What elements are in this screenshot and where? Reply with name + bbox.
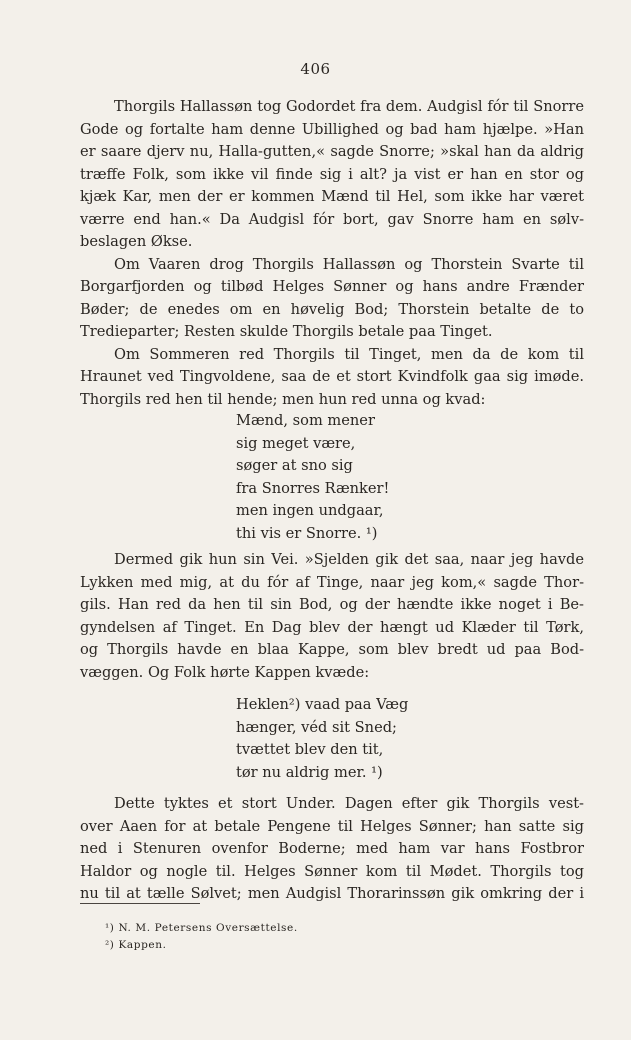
text-line: over Aaen for at betale Pengene til Helges Sønner; han satte sig	[80, 817, 584, 835]
footnote-2: ²) Kappen.	[105, 939, 167, 951]
verse-line: tvættet blev den tit,	[236, 741, 384, 758]
verse-line: tør nu aldrig mer. ¹)	[236, 763, 383, 781]
verse-stanza-2	[236, 694, 436, 784]
verse-line: fra Snorres Rænker!	[236, 479, 390, 497]
verse-line: sig meget være,	[236, 434, 356, 452]
text-line: Om Sommeren red Thorgils til Tinget, men da de kom til	[114, 345, 584, 363]
text-line: og Thorgils havde en blaa Kappe, som blev bredt ud paa Bod-	[80, 641, 584, 658]
text-line: Dette tyktes et stort Under. Dagen efter gik Thorgils vest-	[114, 795, 584, 812]
text-line: kjæk Kar, men der er kommen Mænd til Hel, som ikke har været	[80, 188, 584, 205]
text-line: værre end han.« Da Audgisl fór bort, gav Snorre ham en sølv-	[80, 210, 584, 228]
verse-line: søger at sno sig	[236, 457, 353, 474]
text-block-middle	[80, 549, 584, 684]
verse-line: Heklen²) vaad paa Væg	[236, 696, 409, 713]
text-line: Borgarfjorden og tilbød Helges Sønner og hans andre Frænder	[80, 278, 584, 295]
text-line: nu til at tælle Sølvet; men Audgisl Thorarinssøn gik omkring der i	[80, 885, 584, 902]
text-block-bottom	[80, 793, 584, 906]
text-line: beslagen Økse.	[80, 233, 193, 250]
text-line: gyndelsen af Tinget. En Dag blev der hængt ud Klæder til Tørk,	[80, 618, 584, 636]
text-line: ned i Stenuren ovenfor Boderne; med ham var hans Fostbror	[80, 840, 584, 857]
verse-stanza-1	[236, 410, 436, 545]
text-line: Thorgils red hen til hende; men hun red unna og kvad:	[80, 390, 486, 408]
footnote-1: ¹) N. M. Petersens Oversættelse.	[105, 922, 298, 934]
text-line: væggen. Og Folk hørte Kappen kvæde:	[80, 663, 370, 681]
verse-line: hænger, véd sit Sned;	[236, 718, 397, 736]
text-line: gils. Han red da hen til sin Bod, og der hændte ikke noget i Be-	[80, 596, 584, 613]
text-line: Haldor og nogle til. Helges Sønner kom til Mødet. Thorgils tog	[80, 862, 584, 880]
text-block-top	[80, 96, 584, 411]
text-line: Om Vaaren drog Thorgils Hallassøn og Thorstein Svarte til	[114, 255, 584, 273]
footnote-divider	[80, 903, 200, 904]
text-line: Bøder; de enedes om en høvelig Bod; Thorstein betalte de to	[80, 300, 584, 318]
text-line: Lykken med mig, at du fór af Tinge, naar jeg kom,« sagde Thor-	[80, 573, 584, 591]
text-line: Dermed gik hun sin Vei. »Sjelden gik det saa, naar jeg havde	[114, 551, 584, 568]
page-number: 406	[300, 60, 331, 78]
text-line: er saare djerv nu, Halla-gutten,« sagde Snorre; »skal han da aldrig	[80, 143, 584, 160]
text-line: træffe Folk, som ikke vil finde sig i alt? ja vist er han en stor og	[80, 165, 584, 183]
text-line: Hraunet ved Tingvoldene, saa de et stort Kvindfolk gaa sig imøde.	[80, 368, 584, 385]
verse-line: Mænd, som mener	[236, 412, 375, 429]
footnotes	[105, 920, 505, 954]
text-line: Tredieparter; Resten skulde Thorgils betale paa Tinget.	[80, 323, 493, 340]
text-line: Gode og fortalte ham denne Ubillighed og bad ham hjælpe. »Han	[80, 120, 584, 138]
verse-line: men ingen undgaar,	[236, 502, 384, 519]
text-line: Thorgils Hallassøn tog Godordet fra dem. Audgisl fór til Snorre	[114, 98, 584, 115]
verse-line: thi vis er Snorre. ¹)	[236, 524, 378, 542]
